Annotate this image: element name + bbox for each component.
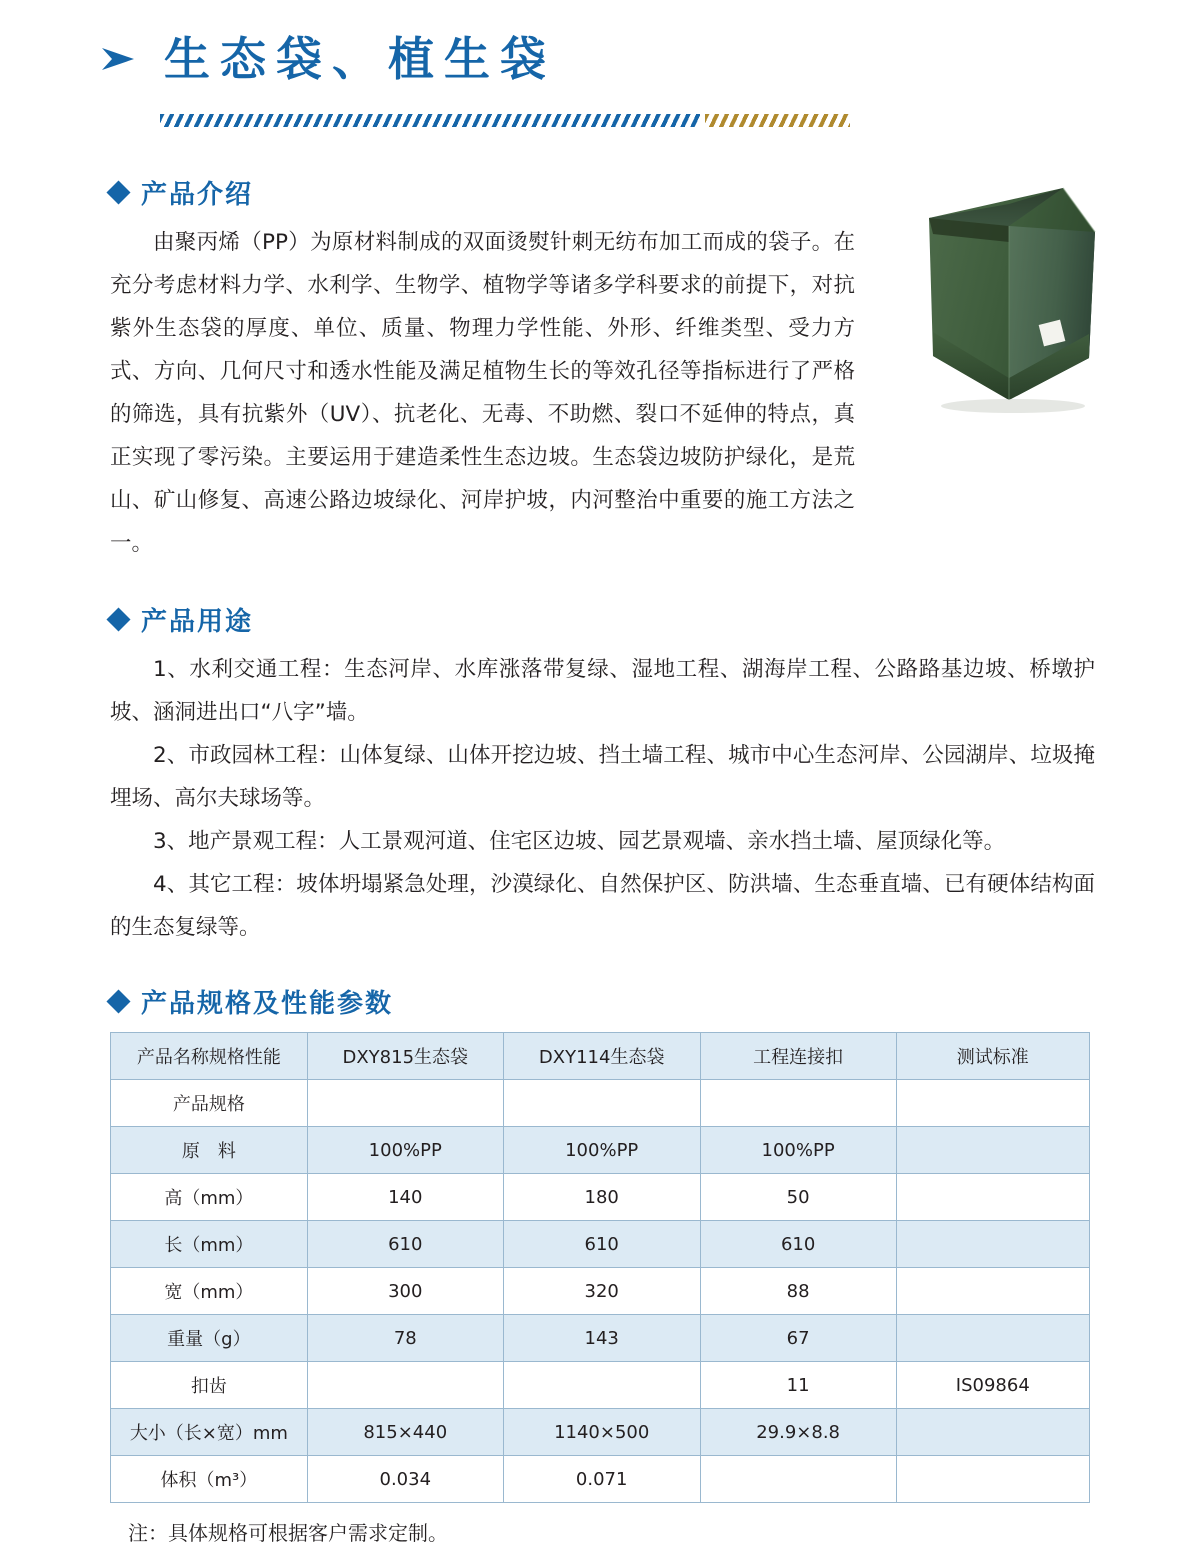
cell: 1140×500 [503,1409,700,1456]
cell [700,1456,896,1503]
table-row [111,1268,1090,1315]
cell [307,1362,503,1409]
intro-paragraph: 由聚丙烯（PP）为原材料制成的双面烫熨针刺无纺布加工而成的袋子。在充分考虑材料力学、水利学、生物学、植物学等诸多学科要求的前提下，对抗紫外生态袋的厚度、单位、质量、物理力学性能、外形、纤维类型、受力方式、方向、几何尺寸和透水性能及满足植物生长的等效孔径等指标进行了严格的筛选，具有抗紫外（UV）、抗老化、无毒、不助燃、裂口不延伸的特点，真正实现了零污染。主要运用于建造柔性生态边坡。生态袋边坡防护绿化，是荒山、矿山修复、高速公路边坡绿化、河岸护坡，内河整治中重要的施工方法之一。 [110,230,855,556]
cell [896,1221,1089,1268]
cell [896,1315,1089,1362]
spec-heading: 产品规格及性能参数 [141,989,394,1019]
arrow-right-icon [100,44,142,74]
cell [503,1362,700,1409]
column-header: 工程连接扣 [700,1033,896,1080]
usage-item: 1、水利交通工程：生态河岸、水库涨落带复绿、湿地工程、湖海岸工程、公路路基边坡、桥墩护坡、涵洞进出口“八字”墙。 [110,657,1095,725]
cell [307,1080,503,1127]
row-label: 大小（长×宽）mm [111,1409,308,1456]
table-header-row [111,1033,1090,1080]
usage-heading-row [110,601,1200,638]
cell: 100%PP [503,1127,700,1174]
cell [896,1174,1089,1221]
intro-heading: 产品介绍 [141,180,254,210]
spec-note: 注：具体规格可根据客户需求定制。 [128,1521,448,1545]
row-label: 高（mm） [111,1174,308,1221]
column-header: DXY815生态袋 [307,1033,503,1080]
header-rule [160,114,850,130]
cell [896,1456,1089,1503]
row-label: 长（mm） [111,1221,308,1268]
diamond-bullet-icon [106,989,130,1013]
cell: 0.071 [503,1456,700,1503]
cell: IS09864 [896,1362,1089,1409]
row-label: 体积（m³） [111,1456,308,1503]
column-header: 产品名称规格性能 [111,1033,308,1080]
header-rule-gold [705,114,850,127]
cell: 100%PP [307,1127,503,1174]
cell [896,1127,1089,1174]
cell: 0.034 [307,1456,503,1503]
diamond-bullet-icon [106,180,130,204]
cell: 29.9×8.8 [700,1409,896,1456]
section-product-usage [0,601,1200,949]
brochure-page [0,32,1200,1545]
cell: 320 [503,1268,700,1315]
row-label: 重量（g） [111,1315,308,1362]
cell [503,1080,700,1127]
cell: 610 [503,1221,700,1268]
cell [896,1268,1089,1315]
cell: 815×440 [307,1409,503,1456]
table-row [111,1362,1090,1409]
cell: 610 [307,1221,503,1268]
spec-heading-row [110,983,1200,1020]
table-row [111,1409,1090,1456]
usage-heading: 产品用途 [141,607,254,637]
cell: 143 [503,1315,700,1362]
cell: 67 [700,1315,896,1362]
table-row [111,1174,1090,1221]
cell: 50 [700,1174,896,1221]
table-row [111,1456,1090,1503]
table-row [111,1127,1090,1174]
page-title: 生态袋、植生袋 [164,32,556,86]
cell: 610 [700,1221,896,1268]
section-spec [0,983,1200,1546]
product-photo [913,182,1108,417]
cell [896,1080,1089,1127]
diamond-bullet-icon [106,607,130,631]
table-row [111,1080,1090,1127]
cell: 180 [503,1174,700,1221]
cell [700,1080,896,1127]
cell [896,1409,1089,1456]
header-rule-blue [160,114,700,127]
row-label: 扣齿 [111,1362,308,1409]
cell: 88 [700,1268,896,1315]
cell: 11 [700,1362,896,1409]
cell: 300 [307,1268,503,1315]
table-row [111,1221,1090,1268]
cell: 140 [307,1174,503,1221]
usage-item: 2、市政园林工程：山体复绿、山体开挖边坡、挡土墙工程、城市中心生态河岸、公园湖岸、垃圾掩埋场、高尔夫球场等。 [110,743,1095,811]
column-header: 测试标准 [896,1033,1089,1080]
row-label: 宽（mm） [111,1268,308,1315]
section-product-intro [0,174,1200,565]
usage-item: 4、其它工程：坡体坍塌紧急处理，沙漠绿化、自然保护区、防洪墙、生态垂直墙、已有硬体结构面的生态复绿等。 [110,872,1095,940]
row-label: 产品规格 [111,1080,308,1127]
spec-table [110,1032,1090,1503]
page-header [100,32,1200,146]
title-row [100,32,1200,86]
column-header: DXY114生态袋 [503,1033,700,1080]
table-row [111,1315,1090,1362]
usage-item: 3、地产景观工程：人工景观河道、住宅区边坡、园艺景观墙、亲水挡土墙、屋顶绿化等。 [153,829,1006,854]
cell: 100%PP [700,1127,896,1174]
cell: 78 [307,1315,503,1362]
row-label: 原 料 [111,1127,308,1174]
